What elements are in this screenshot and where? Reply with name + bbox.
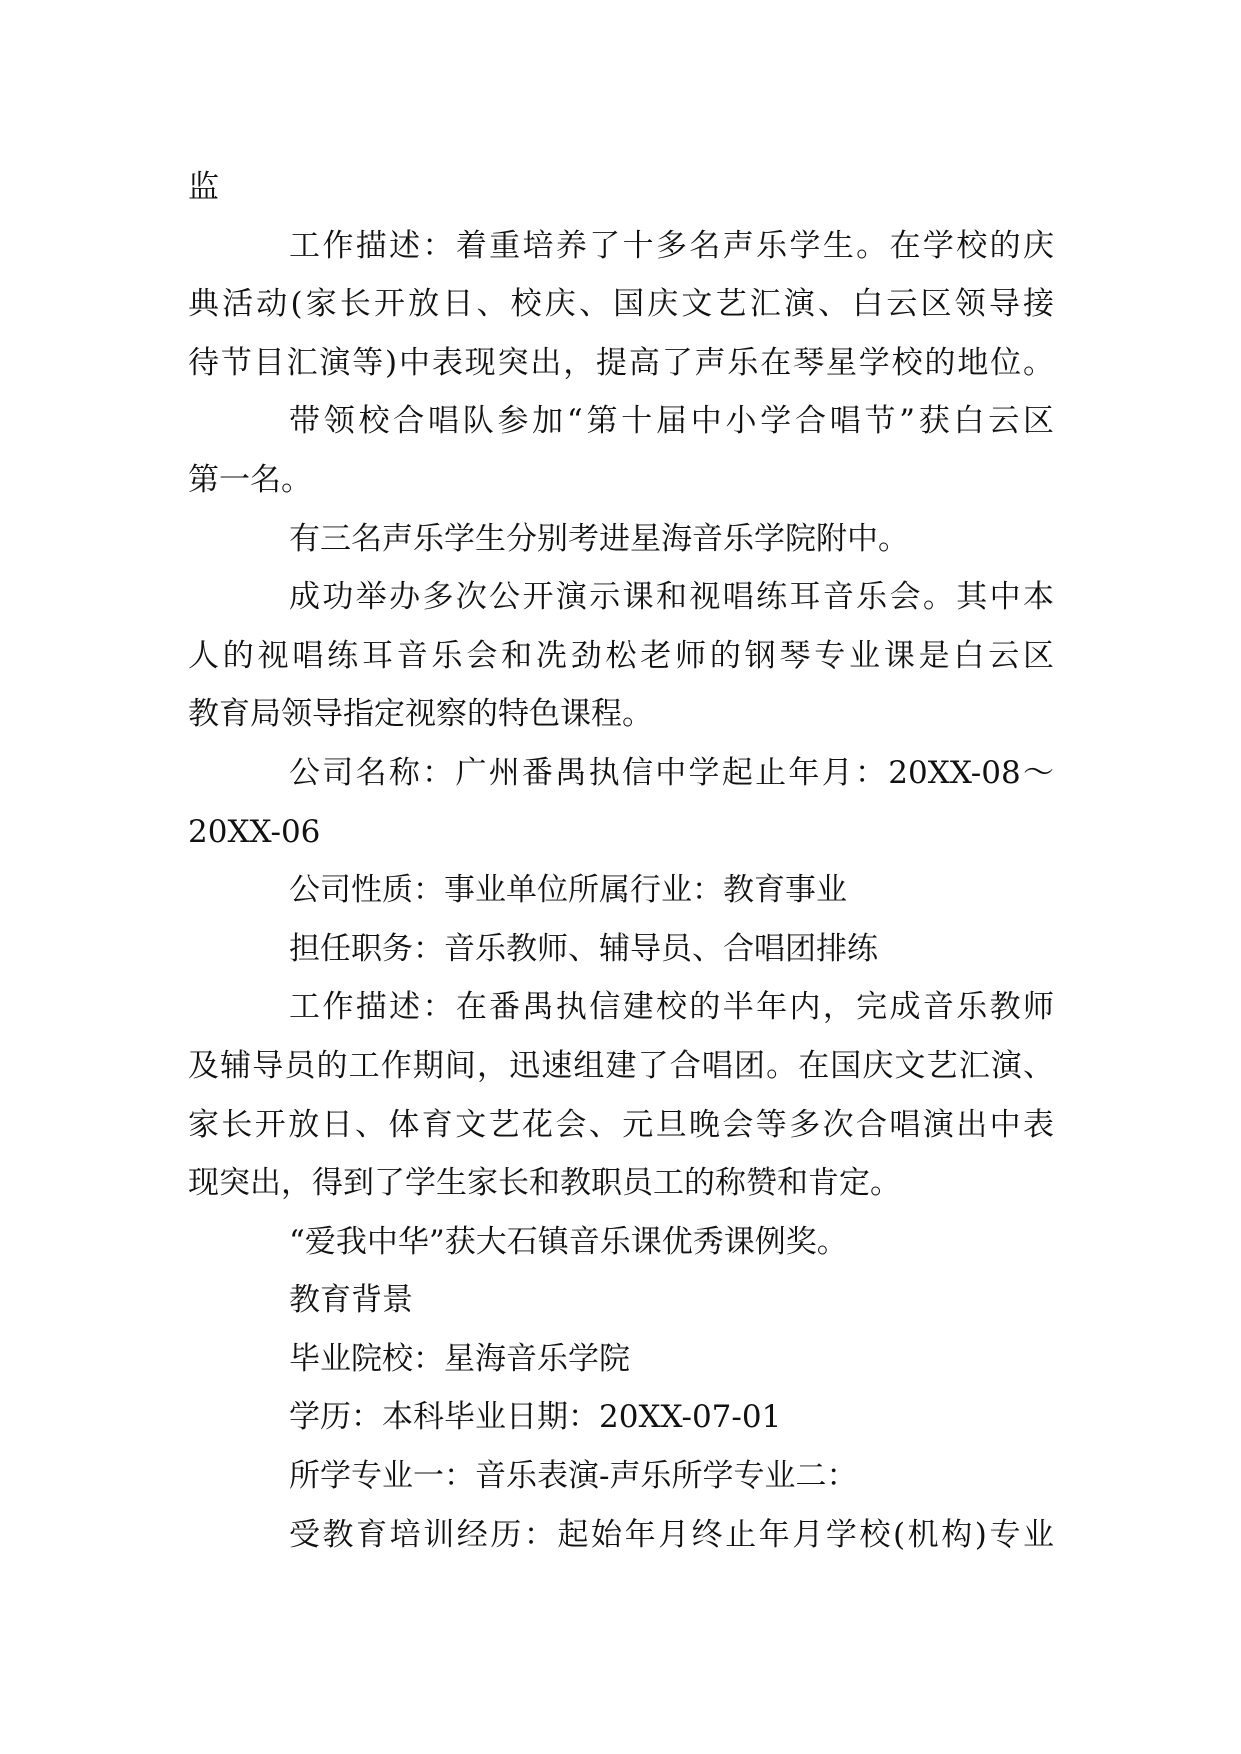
text-line: 人的视唱练耳音乐会和冼劲松老师的钢琴专业课是白云区 — [188, 637, 1054, 674]
paragraph-line: 带领校合唱队参加“第十届中小学合唱节”获白云区 — [289, 403, 1054, 440]
paragraph-line: 公司名称：广州番禺执信中学起止年月：20XX-08～ — [289, 754, 1054, 791]
paragraph-line: 公司性质：事业单位所属行业：教育事业 — [289, 872, 847, 909]
paragraph-line: “爱我中华”获大石镇音乐课优秀课例奖。 — [289, 1223, 848, 1260]
text-line: 20XX-06 — [188, 813, 321, 850]
paragraph-line: 担任职务：音乐教师、辅导员、合唱团排练 — [289, 930, 878, 967]
document-body — [188, 158, 1054, 1564]
text-line: 待节目汇演等)中表现突出，提高了声乐在琴星学校的地位。 — [188, 344, 1054, 381]
text-line: 现突出，得到了学生家长和教职员工的称赞和肯定。 — [188, 1165, 901, 1202]
paragraph-line: 受教育培训经历：起始年月终止年月学校(机构)专业 — [289, 1516, 1054, 1553]
text-line: 教育局领导指定视察的特色课程。 — [188, 696, 653, 733]
paragraph-line: 有三名声乐学生分别考进星海音乐学院附中。 — [289, 520, 909, 557]
paragraph-line: 成功举办多次公开演示课和视唱练耳音乐会。其中本 — [289, 579, 1054, 616]
text-line: 及辅导员的工作期间，迅速组建了合唱团。在国庆文艺汇演、 — [188, 1047, 1054, 1084]
text-line: 典活动(家长开放日、校庆、国庆文艺汇演、白云区领导接 — [188, 286, 1054, 323]
paragraph-line: 学历：本科毕业日期：20XX-07-01 — [289, 1399, 782, 1436]
section-heading: 教育背景 — [289, 1282, 413, 1319]
text-line: 家长开放日、体育文艺花会、元旦晚会等多次合唱演出中表 — [188, 1106, 1054, 1143]
paragraph-line: 工作描述：在番禺执信建校的半年内，完成音乐教师 — [289, 989, 1054, 1026]
paragraph-line: 所学专业一：音乐表演-声乐所学专业二： — [289, 1458, 858, 1495]
text-line: 第一名。 — [188, 461, 312, 498]
text-line: 监 — [188, 169, 219, 205]
paragraph-line: 工作描述：着重培养了十多名声乐学生。在学校的庆 — [289, 227, 1054, 264]
paragraph-line: 毕业院校：星海音乐学院 — [289, 1340, 630, 1377]
